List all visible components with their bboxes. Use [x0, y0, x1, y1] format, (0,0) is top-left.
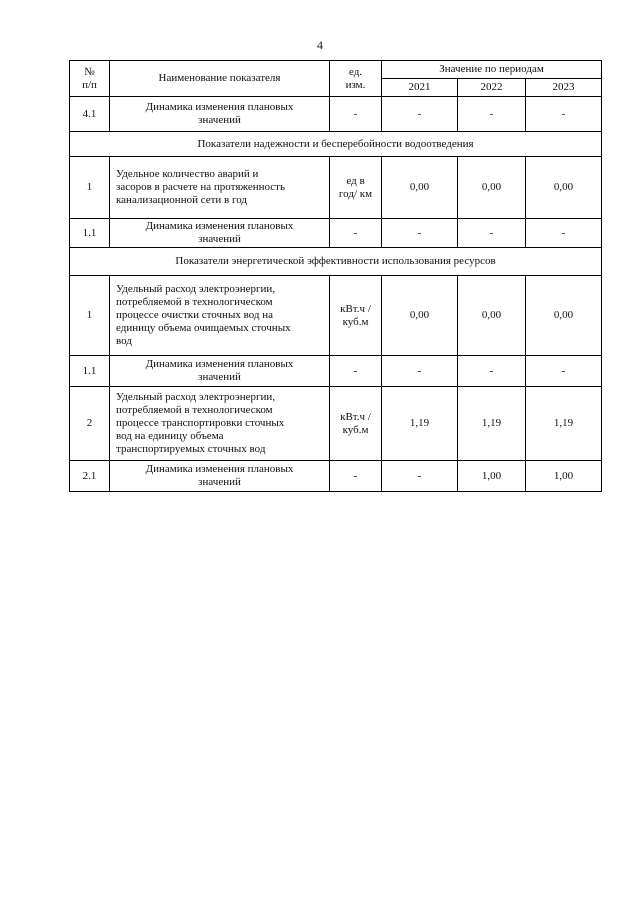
table-row — [70, 387, 602, 461]
indicator-name-line: процессе очистки сточных вод на — [116, 309, 274, 321]
row-number: 1 — [70, 276, 110, 356]
indicator-name-line: Динамика изменения плановых — [145, 220, 294, 232]
header-year: 2023 — [526, 79, 602, 97]
indicator-name-line: Удельный расход электроэнергии, — [116, 391, 276, 403]
value-cell: 0,00 — [382, 276, 458, 356]
value-cell: 1,19 — [458, 387, 526, 461]
page-number: 4 — [317, 38, 323, 52]
indicator-name-line: вод — [116, 335, 132, 347]
indicator-name-line: транспортируемых сточных вод — [116, 443, 266, 455]
header-year: 2022 — [458, 79, 526, 97]
indicator-name — [110, 461, 330, 492]
indicator-name-line: потребляемой в технологическом — [116, 296, 273, 308]
indicator-name-line: значений — [198, 114, 241, 126]
indicators-table — [69, 60, 602, 492]
value-cell: 0,00 — [526, 157, 602, 219]
table-row — [70, 97, 602, 132]
unit-cell — [330, 461, 382, 492]
unit-cell — [330, 157, 382, 219]
unit-line: - — [353, 469, 358, 482]
indicator-name-line: Динамика изменения плановых — [145, 101, 294, 113]
value-cell: 0,00 — [458, 276, 526, 356]
value-cell: - — [382, 219, 458, 248]
table-row — [70, 356, 602, 387]
value-cell: 0,00 — [382, 157, 458, 219]
section-title: Показатели надежности и бесперебойности водоотведения — [70, 132, 602, 157]
table-row — [70, 157, 602, 219]
header-num-line2: п/п — [82, 78, 97, 91]
header-periods: Значение по периодам — [382, 61, 602, 79]
value-cell: 1,00 — [526, 461, 602, 492]
table-row — [70, 276, 602, 356]
indicator-name-line: Удельное количество аварий и — [116, 168, 259, 180]
indicator-name-line: Динамика изменения плановых — [145, 463, 294, 475]
unit-line: - — [353, 364, 358, 377]
unit-cell — [330, 276, 382, 356]
value-cell: 1,00 — [458, 461, 526, 492]
value-cell: - — [382, 97, 458, 132]
unit-line: кВт.ч / — [340, 302, 371, 315]
value-cell: 0,00 — [526, 276, 602, 356]
row-number: 1 — [70, 157, 110, 219]
table-row — [70, 219, 602, 248]
unit-cell — [330, 387, 382, 461]
header-num — [70, 61, 110, 97]
indicator-name-line: Динамика изменения плановых — [145, 358, 294, 370]
indicator-name — [110, 356, 330, 387]
header-unit-line2: изм. — [345, 78, 366, 91]
value-cell: 1,19 — [526, 387, 602, 461]
section-title: Показатели энергетической эффективности использования ресурсов — [70, 248, 602, 276]
indicator-name-line: единицу объема очищаемых сточных — [116, 322, 291, 334]
indicator-name — [110, 276, 330, 356]
value-cell: - — [458, 97, 526, 132]
unit-line: кВт.ч / — [340, 410, 371, 423]
table-row — [70, 461, 602, 492]
row-number: 1.1 — [70, 356, 110, 387]
unit-line: куб.м — [342, 423, 369, 436]
value-cell: - — [458, 356, 526, 387]
row-number: 4.1 — [70, 97, 110, 132]
value-cell: - — [526, 97, 602, 132]
unit-line: год/ км — [338, 187, 373, 200]
section-row — [70, 248, 602, 276]
header-unit-line1: ед. — [348, 65, 363, 78]
indicator-name-line: засоров в расчете на протяженность — [116, 181, 285, 193]
unit-line: - — [353, 226, 358, 239]
unit-line: куб.м — [342, 315, 369, 328]
header-unit — [330, 61, 382, 97]
value-cell: - — [382, 461, 458, 492]
unit-line: - — [353, 107, 358, 120]
indicator-name — [110, 157, 330, 219]
indicator-name — [110, 97, 330, 132]
indicator-name — [110, 219, 330, 248]
indicator-name-line: потребляемой в технологическом — [116, 404, 273, 416]
value-cell: - — [526, 356, 602, 387]
indicator-name-line: процессе транспортировки сточных — [116, 417, 285, 429]
indicator-name-line: значений — [198, 371, 241, 383]
unit-cell — [330, 97, 382, 132]
row-number: 2 — [70, 387, 110, 461]
unit-cell — [330, 356, 382, 387]
header-num-line1: № — [84, 65, 95, 78]
indicator-name-line: значений — [198, 476, 241, 488]
value-cell: - — [458, 219, 526, 248]
header-year: 2021 — [382, 79, 458, 97]
header-row-1 — [70, 61, 602, 79]
unit-cell — [330, 219, 382, 248]
value-cell: 0,00 — [458, 157, 526, 219]
value-cell: - — [526, 219, 602, 248]
indicator-name-line: Удельный расход электроэнергии, — [116, 283, 276, 295]
value-cell: 1,19 — [382, 387, 458, 461]
indicator-name — [110, 387, 330, 461]
indicator-name-line: канализационной сети в год — [116, 194, 248, 206]
section-row — [70, 132, 602, 157]
header-name: Наименование показателя — [110, 61, 330, 97]
row-number: 2.1 — [70, 461, 110, 492]
indicator-name-line: вод на единицу объема — [116, 430, 224, 442]
unit-line: ед в — [346, 174, 365, 187]
indicator-name-line: значений — [198, 233, 241, 245]
row-number: 1.1 — [70, 219, 110, 248]
value-cell: - — [382, 356, 458, 387]
